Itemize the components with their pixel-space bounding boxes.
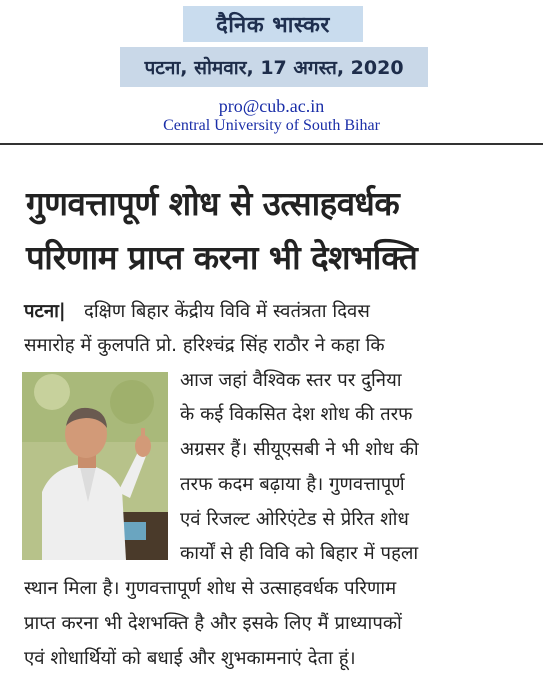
body-line: प्राप्त करना भी देशभक्ति है और इसके लिए मैं प्राध्यापकों <box>24 613 402 634</box>
body-line: तरफ कदम बढ़ाया है। गुणवत्तापूर्ण <box>180 474 405 495</box>
newspaper-masthead <box>183 6 363 42</box>
body-line: एवं शोधार्थियों को बधाई और शुभकामनाएं देता हूं। <box>24 648 356 669</box>
divider-line <box>0 143 543 145</box>
university-name: Central University of South Bihar <box>163 117 380 134</box>
contact-email: pro@cub.ac.in <box>218 96 325 116</box>
body-line: अग्रसर हैं। सीयूएसबी ने भी शोध की <box>180 439 419 460</box>
newspaper-name: दैनिक भास्कर <box>216 13 330 38</box>
body-line: एवं रिजल्ट ओरिएंटेड से प्रेरित शोध <box>180 509 409 530</box>
dateline-text: पटना, सोमवार, 17 अगस्त, 2020 <box>144 57 404 79</box>
headline-line-1: गुणवत्तापूर्ण शोध से उत्साहवर्धक <box>26 184 400 223</box>
dateline-box <box>120 47 428 87</box>
body-line: के कई विकसित देश शोध की तरफ <box>180 404 413 425</box>
article-location: पटना| <box>24 301 66 322</box>
body-line: दक्षिण बिहार केंद्रीय विवि में स्वतंत्रता दिवस <box>84 301 370 322</box>
body-line: कार्यों से ही विवि को बिहार में पहला <box>180 543 419 564</box>
speaker-photo <box>22 372 168 560</box>
body-line: समारोह में कुलपति प्रो. हरिश्चंद्र सिंह राठौर ने कहा कि <box>24 335 385 356</box>
body-line: आज जहां वैश्विक स्तर पर दुनिया <box>180 370 402 391</box>
headline-line-2: परिणाम प्राप्त करना भी देशभक्ति <box>26 238 418 277</box>
body-line: स्थान मिला है। गुणवत्तापूर्ण शोध से उत्साहवर्धक परिणाम <box>24 578 397 599</box>
speaker-illustration <box>22 372 168 560</box>
